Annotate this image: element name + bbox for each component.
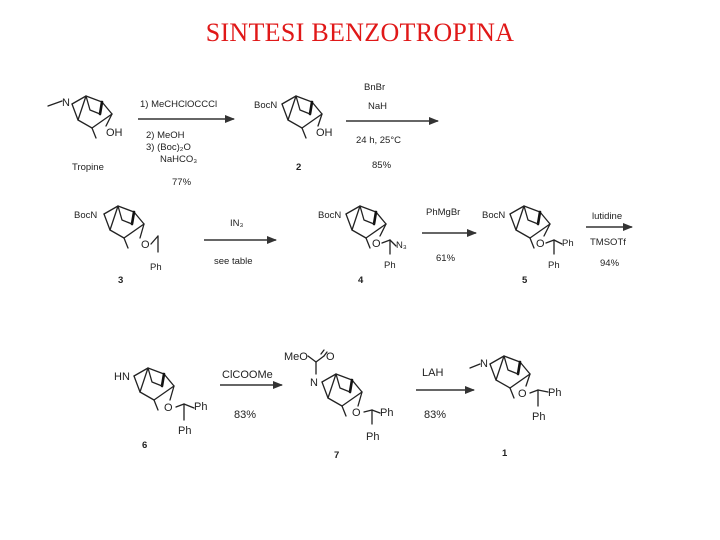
compound-5-structure [482, 206, 574, 286]
arrow2-yield: 85% [372, 160, 392, 171]
ph-label-1a: Ph [548, 387, 562, 399]
ph-label-1b: Ph [532, 411, 546, 423]
ph-label-6a: Ph [194, 401, 208, 413]
o-label-5: O [536, 238, 545, 250]
ph-label-3: Ph [150, 262, 162, 273]
arrow1-reagent-4: NaHCO₃ [160, 154, 198, 165]
arrow-3 [204, 218, 276, 267]
slide-title: SINTESI BENZOTROPINA [205, 18, 515, 47]
ph-label-7a: Ph [380, 407, 394, 419]
ph-label-7b: Ph [366, 431, 380, 443]
compound-6-number: 6 [142, 440, 148, 451]
arrow1-reagent-3: 3) (Boc)₂O [146, 142, 191, 153]
arrow1-reagent-2: 2) MeOH [146, 130, 185, 141]
arrow-1 [138, 99, 234, 188]
bocn-label-5: BocN [482, 210, 506, 221]
compound-5-number: 5 [522, 275, 528, 286]
o-label-1: O [518, 388, 527, 400]
n3-label-4: N₃ [396, 240, 407, 251]
carbonyl-o-label-7: O [326, 351, 335, 363]
ph-label-5b: Ph [548, 260, 560, 271]
ph-label-5a: Ph [562, 238, 574, 249]
bocn-label: BocN [254, 100, 278, 111]
o-label-7: O [352, 407, 361, 419]
n-methyl-label-1: N [480, 358, 488, 370]
arrow1-reagent-1: 1) MeCHClOCCCl [140, 99, 218, 110]
o-label-4: O [372, 238, 381, 250]
arrow5-yield: 94% [600, 258, 620, 269]
oh-label: OH [106, 127, 123, 139]
arrow-4 [422, 207, 476, 264]
compound-2-structure [254, 96, 333, 173]
compound-3-structure [74, 206, 162, 286]
n-methyl-label: N [62, 97, 70, 109]
compound-1-number: 1 [502, 448, 508, 459]
arrow2-conditions: 24 h, 25°C [356, 135, 401, 146]
oh-label-2: OH [316, 127, 333, 139]
ph-label-6b: Ph [178, 425, 192, 437]
compound-3-number: 3 [118, 275, 124, 286]
compound-4-number: 4 [358, 275, 364, 286]
compound-2-number: 2 [296, 162, 302, 173]
arrow-2 [346, 82, 438, 171]
n-label-7: N [310, 377, 318, 389]
tropine-label: Tropine [72, 162, 104, 173]
arrow2-reagent-1: BnBr [364, 82, 386, 93]
arrow4-reagent: PhMgBr [426, 207, 461, 218]
bocn-label-4: BocN [318, 210, 342, 221]
tropine-structure [48, 96, 123, 173]
o-label-6: O [164, 402, 173, 414]
arrow7-yield: 83% [424, 409, 447, 421]
arrow4-yield: 61% [436, 253, 456, 264]
arrow1-yield: 77% [172, 177, 192, 188]
compound-4-structure [318, 206, 407, 286]
hn-label-6: HN [114, 371, 130, 383]
arrow6-yield: 83% [234, 409, 257, 421]
ph-label-4: Ph [384, 260, 396, 271]
arrow2-reagent-2: NaH [368, 101, 388, 112]
arrow-5 [586, 211, 632, 269]
arrow5-reagent-1: lutidine [592, 211, 623, 222]
compound-7-number: 7 [334, 450, 340, 461]
arrow3-reagent: IN₃ [230, 218, 244, 229]
o-label-3: O [141, 239, 150, 251]
arrow3-note: see table [214, 256, 253, 267]
arrow5-reagent-2: TMSOTf [590, 237, 626, 248]
meo-label-7: MeO [284, 351, 308, 363]
arrow7-reagent: LAH [422, 367, 444, 379]
bocn-label-3: BocN [74, 210, 98, 221]
arrow6-reagent: ClCOOMe [222, 369, 273, 381]
